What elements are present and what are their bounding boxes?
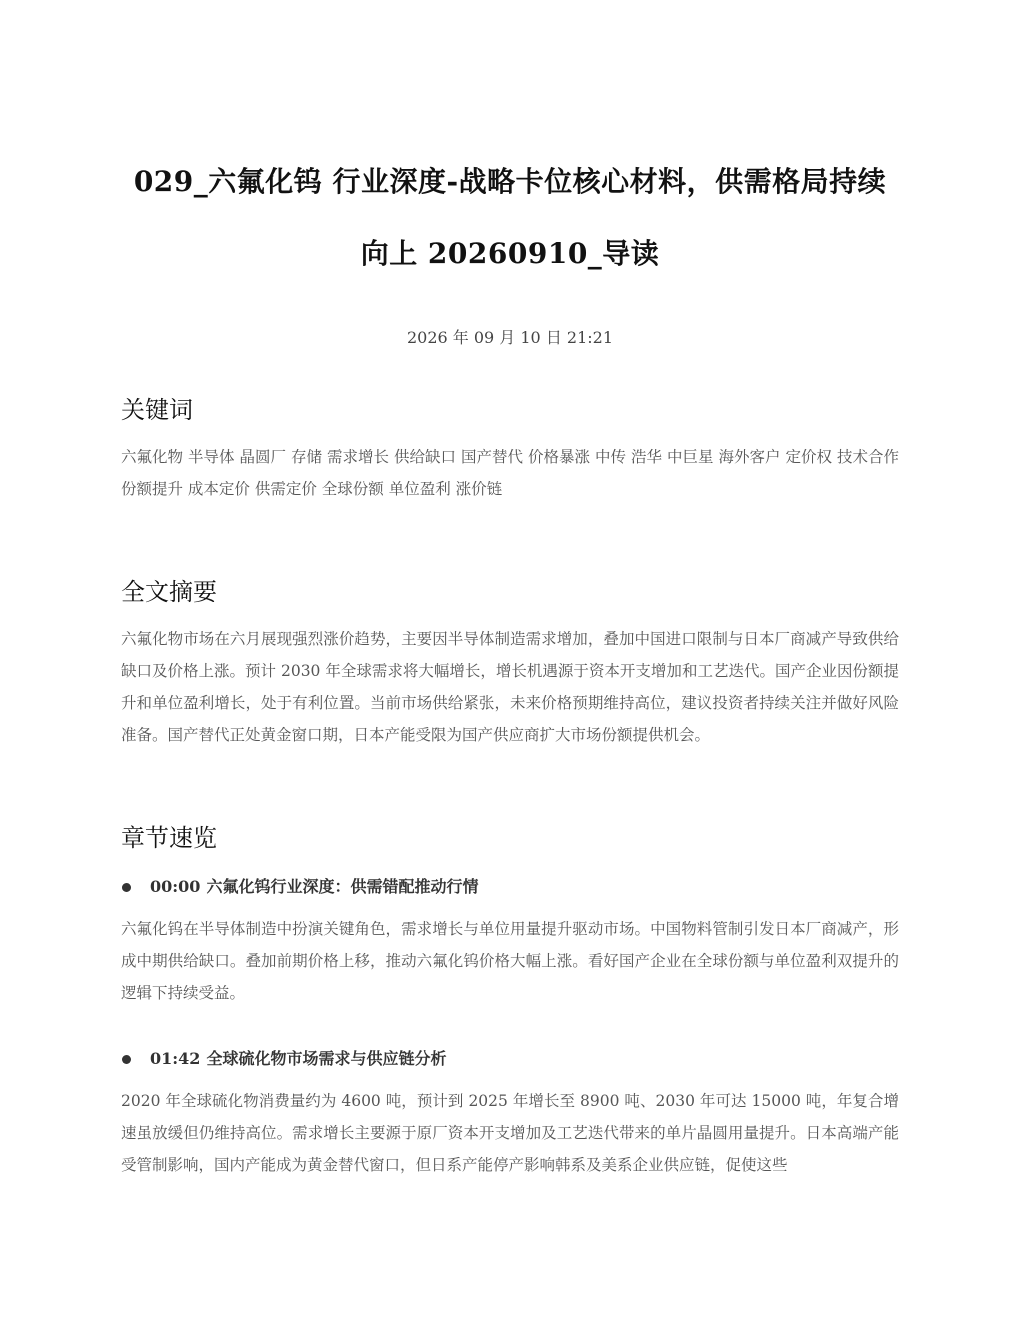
chapter-title: 六氟化钨行业深度：供需错配推动行情 [206, 877, 479, 896]
keywords-heading: 关键词 [121, 396, 193, 424]
chapter-timestamp: 01:42 [150, 1049, 201, 1068]
chapter-timestamp: 00:00 [150, 877, 201, 896]
chapter-text: 六氟化钨在半导体制造中扮演关键角色，需求增长与单位用量提升驱动市场。中国物料管制引发日本厂商减产，形成中期供给缺口。叠加前期价格上移，推动六氟化钨价格大幅上涨。看好国产企业在全球份额与单位盈利双提升的逻辑下持续受益。 [121, 920, 899, 1002]
summary-text: 六氟化物市场在六月展现强烈涨价趋势，主要因半导体制造需求增加，叠加中国进口限制与日本厂商减产导致供给缺口及价格上涨。预计 2030 年全球需求将大幅增长，增长机遇源于资本开支增加和工艺迭代。国产企业因份额提升和单位盈利增长，处于有利位置。当前市场供给紧张，未来价格预期维持高位，建议投资者持续关注并做好风险准备。国产替代正处黄金窗口期，日本产能受限为国产供应商扩大市场份额提供机会。 [121, 630, 899, 744]
summary-section [121, 575, 899, 751]
summary-heading: 全文摘要 [121, 578, 217, 606]
title-line-2: 向上 20260910_导读 [360, 237, 660, 270]
document-title [121, 0, 899, 290]
document-page [121, 0, 899, 1181]
chapters-heading: 章节速览 [121, 824, 217, 852]
document-date: 2026 年 09 月 10 日 21:21 [406, 328, 614, 347]
chapter-text: 2020 年全球硫化物消费量约为 4600 吨，预计到 2025 年增长至 8900 吨、2030 年可达 15000 吨，年复合增速虽放缓但仍维持高位。需求增长主要源于原厂资本开支增加及工艺迭代带来的单片晶圆用量提升。日本高端产能受管制影响，国内产能成为黄金替代窗口，但日系产能停产影响韩系及美系企业供应链，促使这些 [121, 1092, 899, 1174]
bullet-dot-icon [122, 883, 131, 892]
bullet-dot-icon [122, 1055, 131, 1064]
keywords-text: 六氟化物 半导体 晶圆厂 存储 需求增长 供给缺口 国产替代 价格暴涨 中传 浩华 中巨星 海外客户 定价权 技术合作 份额提升 成本定价 供需定价 全球份额 单位盈利 涨价链 [121, 448, 899, 498]
chapter-title: 全球硫化物市场需求与供应链分析 [206, 1049, 447, 1068]
chapter-item [121, 1043, 899, 1181]
chapter-item [121, 871, 899, 1009]
chapter-heading [121, 871, 899, 903]
title-line-1: 029_六氟化钨 行业深度-战略卡位核心材料，供需格局持续 [133, 165, 887, 198]
chapter-heading [121, 1043, 899, 1075]
chapters-section [121, 821, 899, 1181]
keywords-section [121, 393, 899, 505]
